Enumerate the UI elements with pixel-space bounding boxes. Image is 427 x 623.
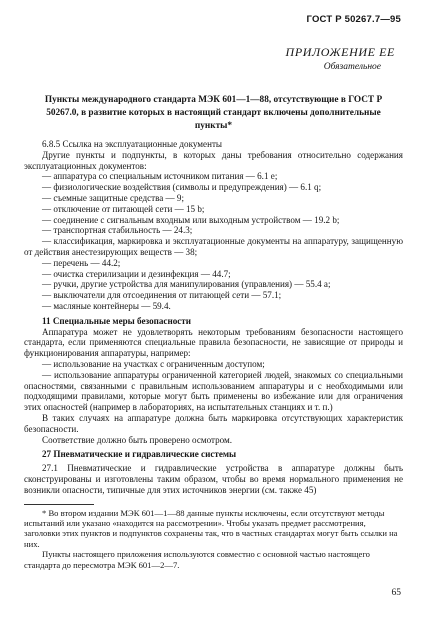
body-paragraph: 6.8.5 Ссылка на эксплуатационные документы: [42, 139, 223, 149]
footnote-divider: [24, 504, 94, 505]
footnotes: [24, 508, 403, 570]
appendix-main-title: Пункты международного стандарта МЭК 601—1—88, отсутствующие в ГОСТ Р 50267.0, в развитие которых в настоящий стандарт включены дополнительные пункты*: [44, 95, 383, 131]
list-item: — физиологические воздействия (символы и предупреждения) — 6.1 q;: [42, 182, 322, 193]
body-paragraph: 27.1 Пневматические и гидравлические устройства в аппаратуре должны быть сконструированы и изготовлены таким образом, чтобы во время нормального применения не возникли опасности, типичные для этих источников энергии (см. также 45): [24, 463, 403, 495]
standard-header: ГОСТ Р 50267.7—95: [306, 14, 401, 25]
body-paragraph: Соответствие должно быть проверено осмотром.: [42, 434, 233, 445]
appendix-subtitle: Обязательное: [323, 62, 381, 72]
list-item: — использование аппаратуры ограниченной категорией людей, знакомых со специальными опасностями, связанными с правильным использованием аппаратуры и с необходимыми или подходящими правилами, которые могут быть применены во избежание или для ограничения этих опасностей (например в лабораториях, на испытательных станциях и т. п.): [24, 369, 403, 413]
appendix-title: ПРИЛОЖЕНИЕ ЕЕ: [285, 45, 395, 59]
page-number: 65: [391, 588, 401, 598]
list-item: — очистка стерилизации и дезинфекция — 44.7;: [42, 268, 231, 279]
appendix-heading: [24, 45, 395, 72]
list-item: — аппаратура со специальным источником питания — 6.1 е;: [42, 171, 278, 182]
body-paragraph: В таких случаях на аппаратуре должна быть маркировка отсутствующих характеристик безопасности.: [24, 412, 403, 434]
section-heading: 11 Специальные меры безопасности: [42, 315, 191, 326]
body-paragraph: Аппаратура может не удовлетворять некоторым требованиям безопасности настоящего стандарта, если применяются специальные правила безопасности, не зависящие от природы и функционирования аппаратуры, например:: [24, 326, 403, 359]
list-item: — отключение от питающей сети — 15 b;: [42, 203, 205, 214]
list-item: — перечень — 44.2;: [42, 257, 121, 268]
body-paragraph: Другие пункты и подпункты, в которых даны требования относительно содержания эксплуатационных документов:: [24, 149, 403, 171]
list-item: — ручки, другие устройства для манипулирования (управления) — 55.4 а;: [42, 279, 331, 290]
list-item: — масляные контейнеры — 59.4.: [42, 300, 171, 311]
appendix-body: [24, 139, 403, 496]
list-item: — съемные защитные средства — 9;: [42, 192, 185, 203]
list-item: — соединение с сигнальным входным или выходным устройством — 19.2 b;: [42, 214, 340, 225]
list-item: — выключатели для отсоединения от питающей сети — 57.1;: [42, 290, 282, 301]
list-item: — использование на участках с ограниченным доступом;: [42, 358, 265, 369]
footnote: Пункты настоящего приложения используются совместно с основной частью настоящего стандарта до пересмотра МЭК 601—2—7.: [24, 549, 370, 570]
list-item: — классификация, маркировка и эксплуатационные документы на аппаратуру, защищенную от действия анестезирующих веществ — 38;: [24, 236, 403, 257]
footnote: * Во втором издании МЭК 601—1—88 данные пункты исключены, если отсутствуют методы испытаний или указано «находится на рассмотрении». Чтобы указать предмет рассмотрения, заголовки этих пунктов и подпунктов сохранены так, что в частных стандартах могут быть ссылки на них.: [24, 507, 398, 549]
section-heading: 27 Пневматические и гидравлические системы: [42, 449, 237, 460]
list-item: — транспортная стабильность — 24.3;: [42, 225, 193, 236]
